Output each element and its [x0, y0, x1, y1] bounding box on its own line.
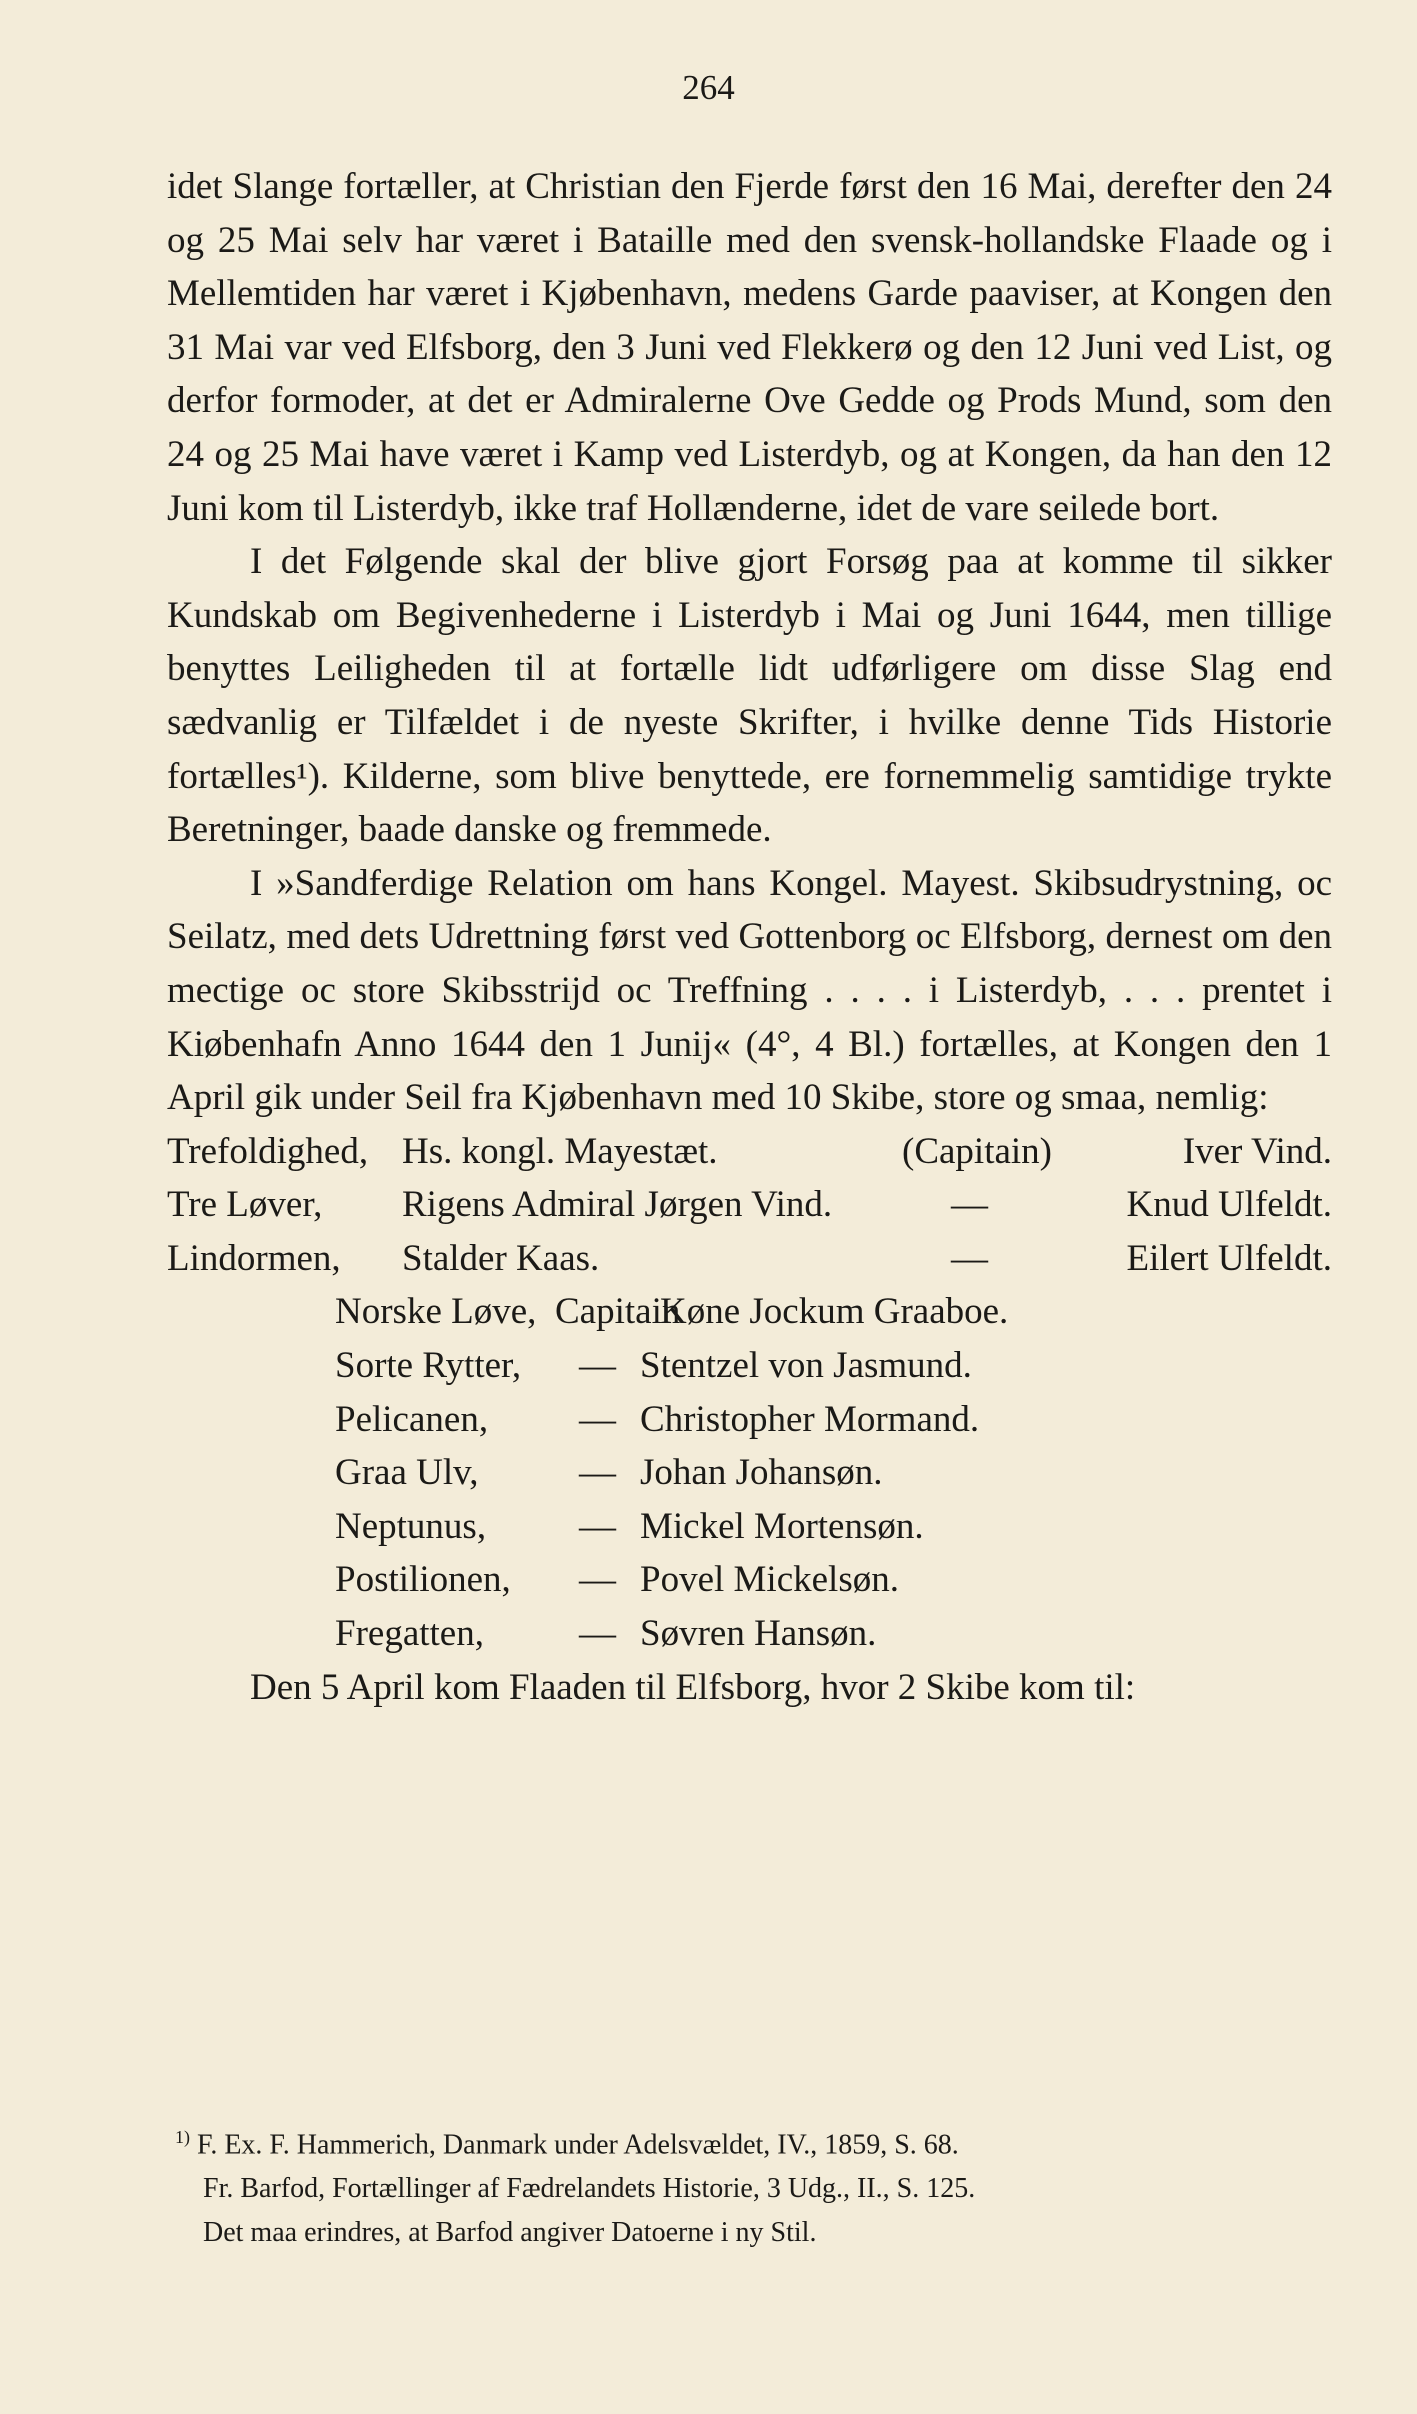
ship-row	[167, 1285, 1332, 1339]
captain-title: —	[579, 1345, 616, 1387]
ship-name: Lindormen,	[167, 1237, 341, 1279]
ship-captain: Povel Mickelsøn.	[640, 1559, 899, 1601]
footnote-line	[175, 2115, 1330, 2167]
ship-name: Fregatten,	[335, 1613, 484, 1655]
paragraph-3: I »Sandferdige Relation om hans Kongel. Mayest. Skibsudrystning, oc Seilatz, med dets Udrettning først ved Gottenborg oc Elfsborg, dernest om den mectige oc store Skibsstrijd oc Treffning . . . . i Listerdyb, . . . prentet i Kiøbenhafn Anno 1644 den 1 Junij« (4°, 4 Bl.) fortælles, at Kongen den 1 April gik under Seil fra Kjøbenhavn med 10 Skibe, store og smaa, nemlig:	[167, 862, 1332, 1119]
ship-name: Trefoldighed,	[167, 1130, 369, 1172]
ship-owner: Rigens Admiral Jørgen Vind.	[402, 1184, 833, 1226]
ship-captain: Søvren Hansøn.	[640, 1613, 877, 1655]
ship-row	[167, 1178, 1332, 1232]
footnote-line: Fr. Barfod, Fortællinger af Fædrelandets Historie, 3 Udg., II., S. 125.	[203, 2173, 976, 2205]
ship-captain: Stentzel von Jasmund.	[640, 1345, 972, 1387]
ship-owner: Hs. kongl. Mayestæt.	[402, 1130, 718, 1172]
paragraph-4: Den 5 April kom Flaaden til Elfsborg, hvor 2 Skibe kom til:	[250, 1666, 1136, 1708]
ship-owner: Stalder Kaas.	[402, 1237, 600, 1279]
footnotes	[175, 2115, 1330, 2255]
captain-label: —	[951, 1237, 988, 1279]
ship-captain: Christopher Mormand.	[640, 1398, 980, 1440]
ship-name: Graa Ulv,	[335, 1452, 479, 1494]
footnote-text: F. Ex. F. Hammerich, Danmark under Adelsvældet, IV., 1859, S. 68.	[197, 2129, 959, 2161]
captain-title: Capitain	[555, 1291, 681, 1333]
ship-row	[167, 1553, 1332, 1607]
ship-row	[167, 1393, 1332, 1447]
ship-name: Pelicanen,	[335, 1398, 489, 1440]
ship-captain: Knud Ulfeldt.	[1126, 1184, 1332, 1226]
ship-row	[167, 1232, 1332, 1286]
ship-row	[167, 1446, 1332, 1500]
captain-label: (Capitain)	[902, 1130, 1053, 1172]
footnote-marker: 1)	[175, 2127, 190, 2147]
captain-title: —	[579, 1613, 616, 1655]
ship-row	[167, 1500, 1332, 1554]
ship-name: Sorte Rytter,	[335, 1345, 522, 1387]
captain-title: —	[579, 1559, 616, 1601]
ship-captain: Mickel Mortensøn.	[640, 1505, 924, 1547]
ship-list-royal	[167, 1125, 1332, 1286]
ship-row	[167, 1607, 1332, 1661]
ship-row	[167, 1339, 1332, 1393]
ship-captain: Iver Vind.	[1182, 1130, 1332, 1172]
ship-name: Norske Løve,	[335, 1291, 537, 1333]
paragraph-2: I det Følgende skal der blive gjort Forsøg paa at komme til sikker Kundskab om Begivenhederne i Listerdyb i Mai og Juni 1644, men tillige benyttes Leiligheden til at fortælle lidt udførligere om disse Slag end sædvanlig er Tilfældet i de nyeste Skrifter, i hvilke denne Tids Historie fortælles¹). Kilderne, som blive benyttede, ere fornemmelig samtidige trykte Beretninger, baade danske og fremmede.	[167, 541, 1332, 851]
footnote-line: Det maa erindres, at Barfod angiver Datoerne i ny Stil.	[203, 2217, 817, 2249]
ship-name: Neptunus,	[335, 1505, 487, 1547]
body-text	[167, 160, 1332, 1714]
ship-row	[167, 1125, 1332, 1179]
captain-title: —	[579, 1505, 616, 1547]
captain-title: —	[579, 1398, 616, 1440]
captain-title: —	[579, 1452, 616, 1494]
paragraph-1: idet Slange fortæller, at Christian den Fjerde først den 16 Mai, derefter den 24 og 25 Mai selv har været i Bataille med den svensk-hollandske Flaade og i Mellemtiden har været i Kjøbenhavn, medens Garde paaviser, at Kongen den 31 Mai var ved Elfsborg, den 3 Juni ved Flekkerø og den 12 Juni ved List, og derfor formoder, at det er Admiralerne Ove Gedde og Prods Mund, som den 24 og 25 Mai have været i Kamp ved Listerdyb, og at Kongen, da han den 12 Juni kom til Listerdyb, ikke traf Hollænderne, idet de vare seilede bort.	[167, 166, 1332, 529]
ship-captain: Eilert Ulfeldt.	[1126, 1237, 1332, 1279]
ship-captain: Køne Jockum Graaboe.	[660, 1291, 1009, 1333]
ship-captain: Johan Johansøn.	[640, 1452, 883, 1494]
ship-name: Tre Løver,	[167, 1184, 323, 1226]
ship-list-captains	[167, 1285, 1332, 1660]
page-number: 264	[682, 68, 735, 107]
captain-label: —	[951, 1184, 988, 1226]
ship-name: Postilionen,	[335, 1559, 511, 1601]
